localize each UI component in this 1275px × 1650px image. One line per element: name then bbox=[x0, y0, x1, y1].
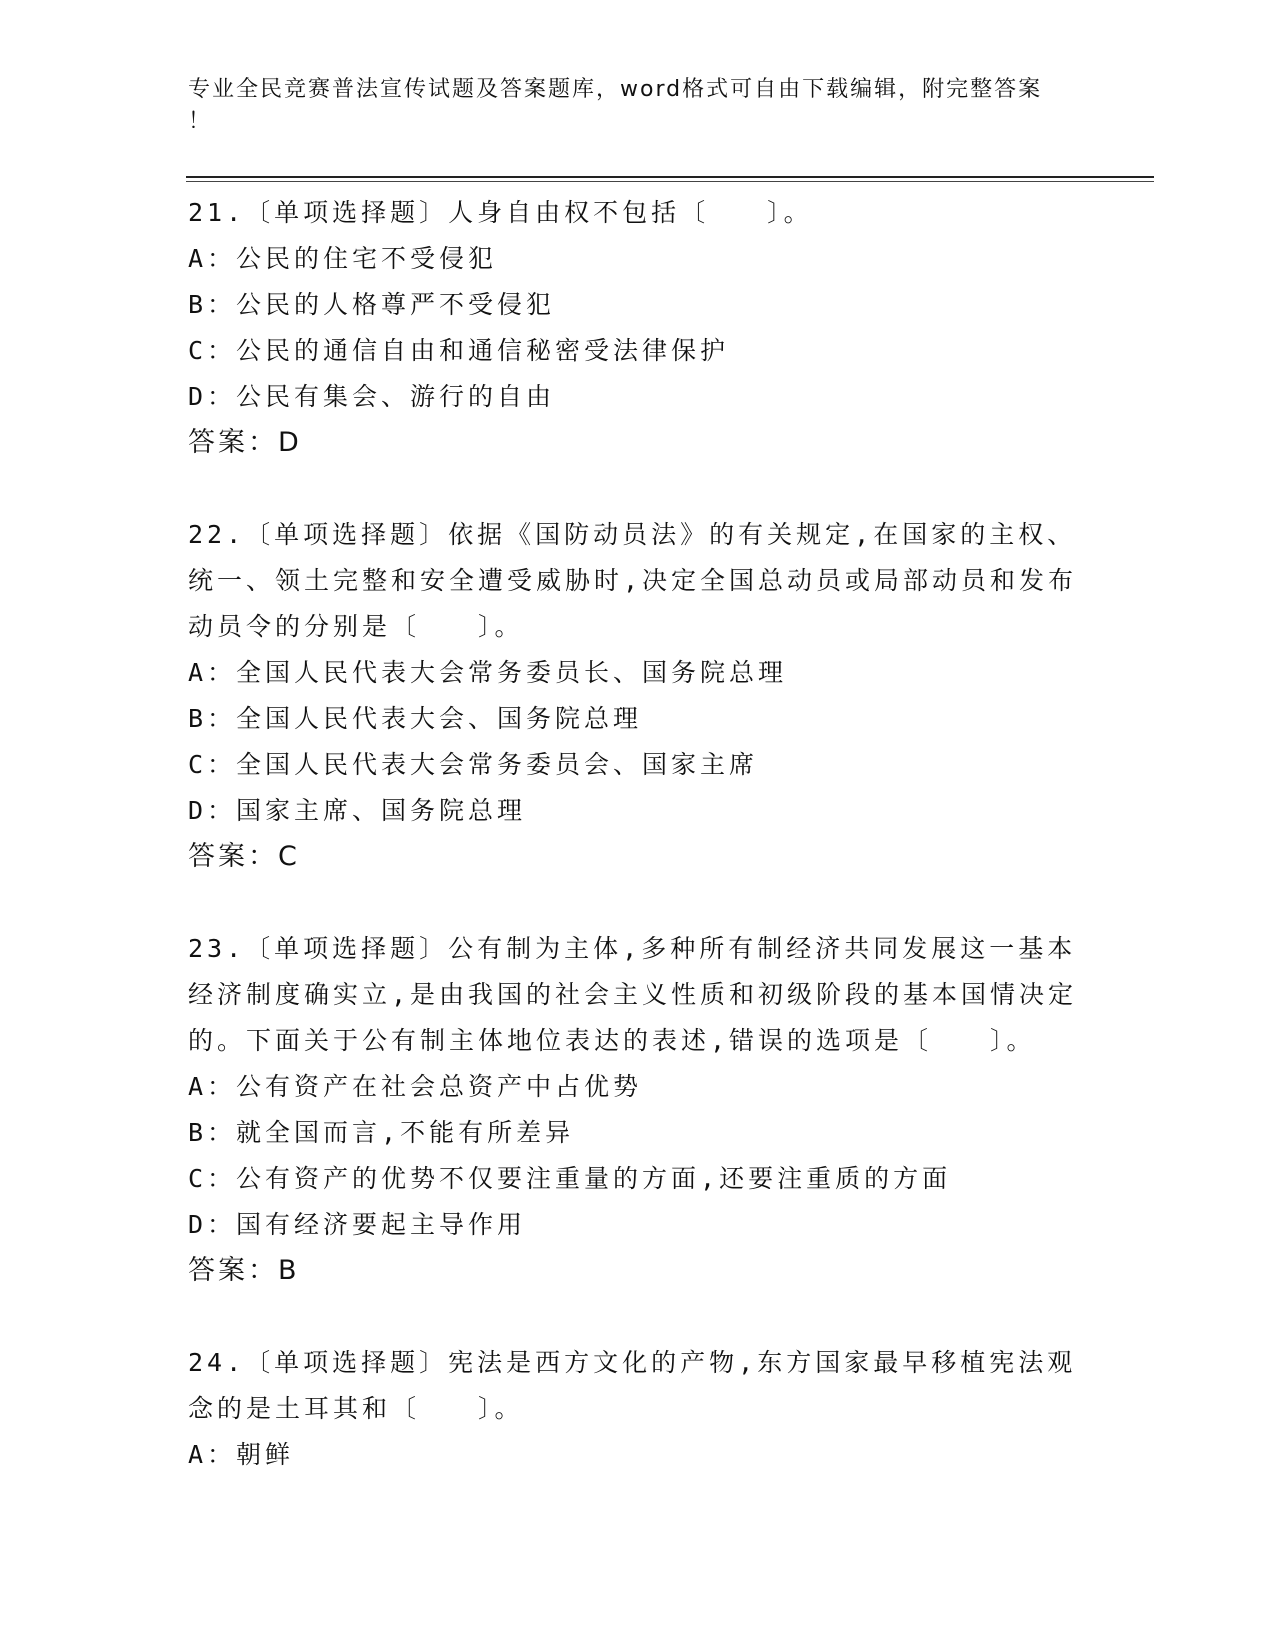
option-b: B：全国人民代表大会、国务院总理 bbox=[188, 704, 643, 733]
question-stem: 24.〔单项选择题〕宪法是西方文化的产物,东方国家最早移植宪法观 bbox=[188, 1348, 1077, 1377]
option-c: C：公有资产的优势不仅要注重量的方面,还要注重质的方面 bbox=[188, 1164, 952, 1193]
question-stem-continued: 统一、领土完整和安全遭受威胁时,决定全国总动员或局部动员和发布 bbox=[188, 566, 1078, 595]
option-a: A：全国人民代表大会常务委员长、国务院总理 bbox=[188, 658, 788, 687]
option-a: A：公民的住宅不受侵犯 bbox=[188, 244, 498, 273]
option-c: C：公民的通信自由和通信秘密受法律保护 bbox=[188, 336, 730, 365]
answer-line: 答案：D bbox=[188, 427, 302, 458]
question-stem-continued: 的。下面关于公有制主体地位表达的表述,错误的选项是〔 〕。 bbox=[188, 1026, 1036, 1055]
answer-line: 答案：C bbox=[188, 841, 300, 872]
question-stem-continued: 经济制度确实立,是由我国的社会主义性质和初级阶段的基本国情决定 bbox=[188, 980, 1078, 1009]
question-stem: 22.〔单项选择题〕依据《国防动员法》的有关规定,在国家的主权、 bbox=[188, 520, 1077, 549]
option-b: B：公民的人格尊严不受侵犯 bbox=[188, 290, 556, 319]
question-21 bbox=[188, 190, 1088, 466]
option-c: C：全国人民代表大会常务委员会、国家主席 bbox=[188, 750, 759, 779]
option-a: A：公有资产在社会总资产中占优势 bbox=[188, 1072, 643, 1101]
answer-line: 答案：B bbox=[188, 1255, 300, 1286]
question-stem-continued: 动员令的分别是〔 〕。 bbox=[188, 612, 524, 641]
question-stem: 21.〔单项选择题〕人身自由权不包括〔 〕。 bbox=[188, 198, 813, 227]
option-a: A：朝鲜 bbox=[188, 1440, 295, 1469]
option-d: D：国有经济要起主导作用 bbox=[188, 1210, 527, 1239]
question-22 bbox=[188, 512, 1088, 880]
option-d: D：公民有集会、游行的自由 bbox=[188, 382, 556, 411]
question-stem-continued: 念的是土耳其和〔 〕。 bbox=[188, 1394, 524, 1423]
header-divider-thick bbox=[186, 176, 1154, 178]
header-title-continuation: ！ bbox=[188, 109, 213, 134]
question-23 bbox=[188, 926, 1088, 1294]
option-d: D：国家主席、国务院总理 bbox=[188, 796, 527, 825]
document-header bbox=[188, 74, 1068, 138]
question-list bbox=[188, 190, 1088, 1524]
header-title: 专业全民竞赛普法宣传试题及答案题库，word格式可自由下载编辑，附完整答案 bbox=[188, 77, 1043, 102]
option-b: B：就全国而言,不能有所差异 bbox=[188, 1118, 575, 1147]
header-divider-thin bbox=[186, 181, 1154, 182]
question-stem: 23.〔单项选择题〕公有制为主体,多种所有制经济共同发展这一基本 bbox=[188, 934, 1077, 963]
question-24 bbox=[188, 1340, 1088, 1478]
